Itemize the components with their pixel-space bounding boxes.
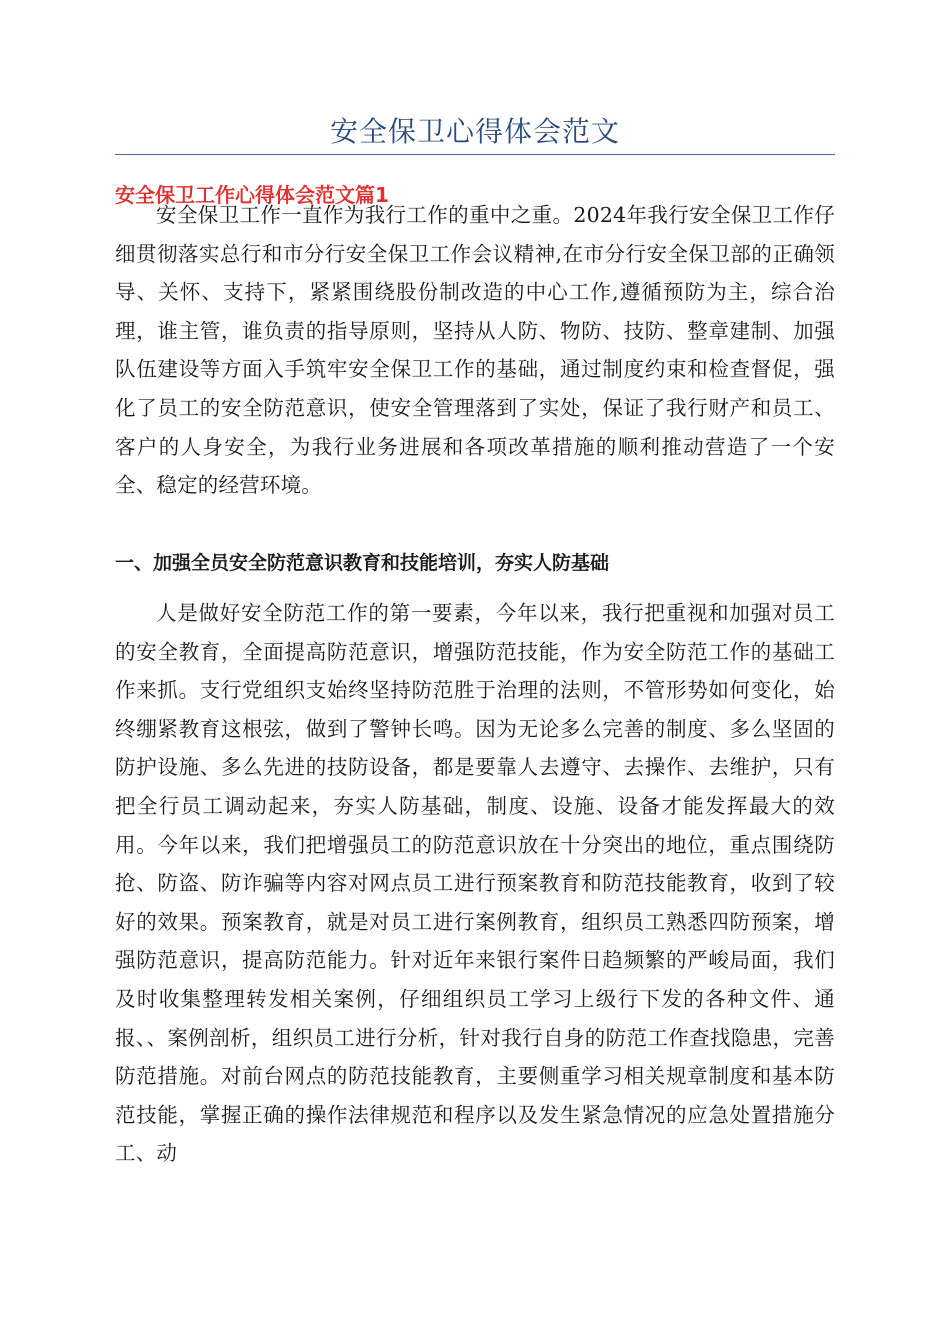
section-heading: 安全保卫工作心得体会范文篇1 <box>115 183 389 207</box>
body-paragraph-1: 安全保卫工作一直作为我行工作的重中之重。2024年我行安全保卫工作仔细贯彻落实总行和市分行安全保卫工作会议精神,在市分行安全保卫部的正确领导、关怀、支持下，紧紧围绕股份制改造的中心工作,遵循预防为主，综合治理，谁主管，谁负责的指导原则，坚持从人防、物防、技防、整章建制、加强队伍建设等方面入手筑牢安全保卫工作的基础，通过制度约束和检查督促，强化了员工的安全防范意识，使安全管理落到了实处，保证了我行财产和员工、客户的人身安全，为我行业务进展和各项改革措施的顺利推动营造了一个安全、稳定的经营环境。 <box>115 203 835 498</box>
title-underline <box>115 154 835 155</box>
subheading-1: 一、加强全员安全防范意识教育和技能培训，夯实人防基础 <box>115 552 610 574</box>
body-paragraph-2: 人是做好安全防范工作的第一要素，今年以来，我行把重视和加强对员工的安全教育，全面提高防范意识，增强防范技能，作为安全防范工作的基础工作来抓。支行党组织支始终坚持防范胜于治理的法则，不管形势如何变化，始终绷紧教育这根弦，做到了警钟长鸣。因为无论多么完善的制度、多么坚固的防护设施、多么先进的技防设备，都是要靠人去遵守、去操作、去维护，只有把全行员工调动起来，夯实人防基础，制度、设施、设备才能发挥最大的效用。今年以来，我们把增强员工的防范意识放在十分突出的地位，重点围绕防抢、防盗、防诈骗等内容对网点员工进行预案教育和防范技能教育，收到了较好的效果。预案教育，就是对员工进行案例教育，组织员工熟悉四防预案，增强防范意识，提高防范能力。针对近年来银行案件日趋频繁的严峻局面，我们及时收集整理转发相关案例，仔细组织员工学习上级行下发的各种文件、通报、、案例剖析，组织员工进行分析，针对我行自身的防范工作查找隐患，完善防范措施。对前台网点的防范技能教育，主要侧重学习相关规章制度和基本防范技能，掌握正确的操作法律规范和程序以及发生紧急情况的应急处置措施分工、动 <box>115 601 835 1166</box>
document-title: 安全保卫心得体会范文 <box>329 115 620 148</box>
